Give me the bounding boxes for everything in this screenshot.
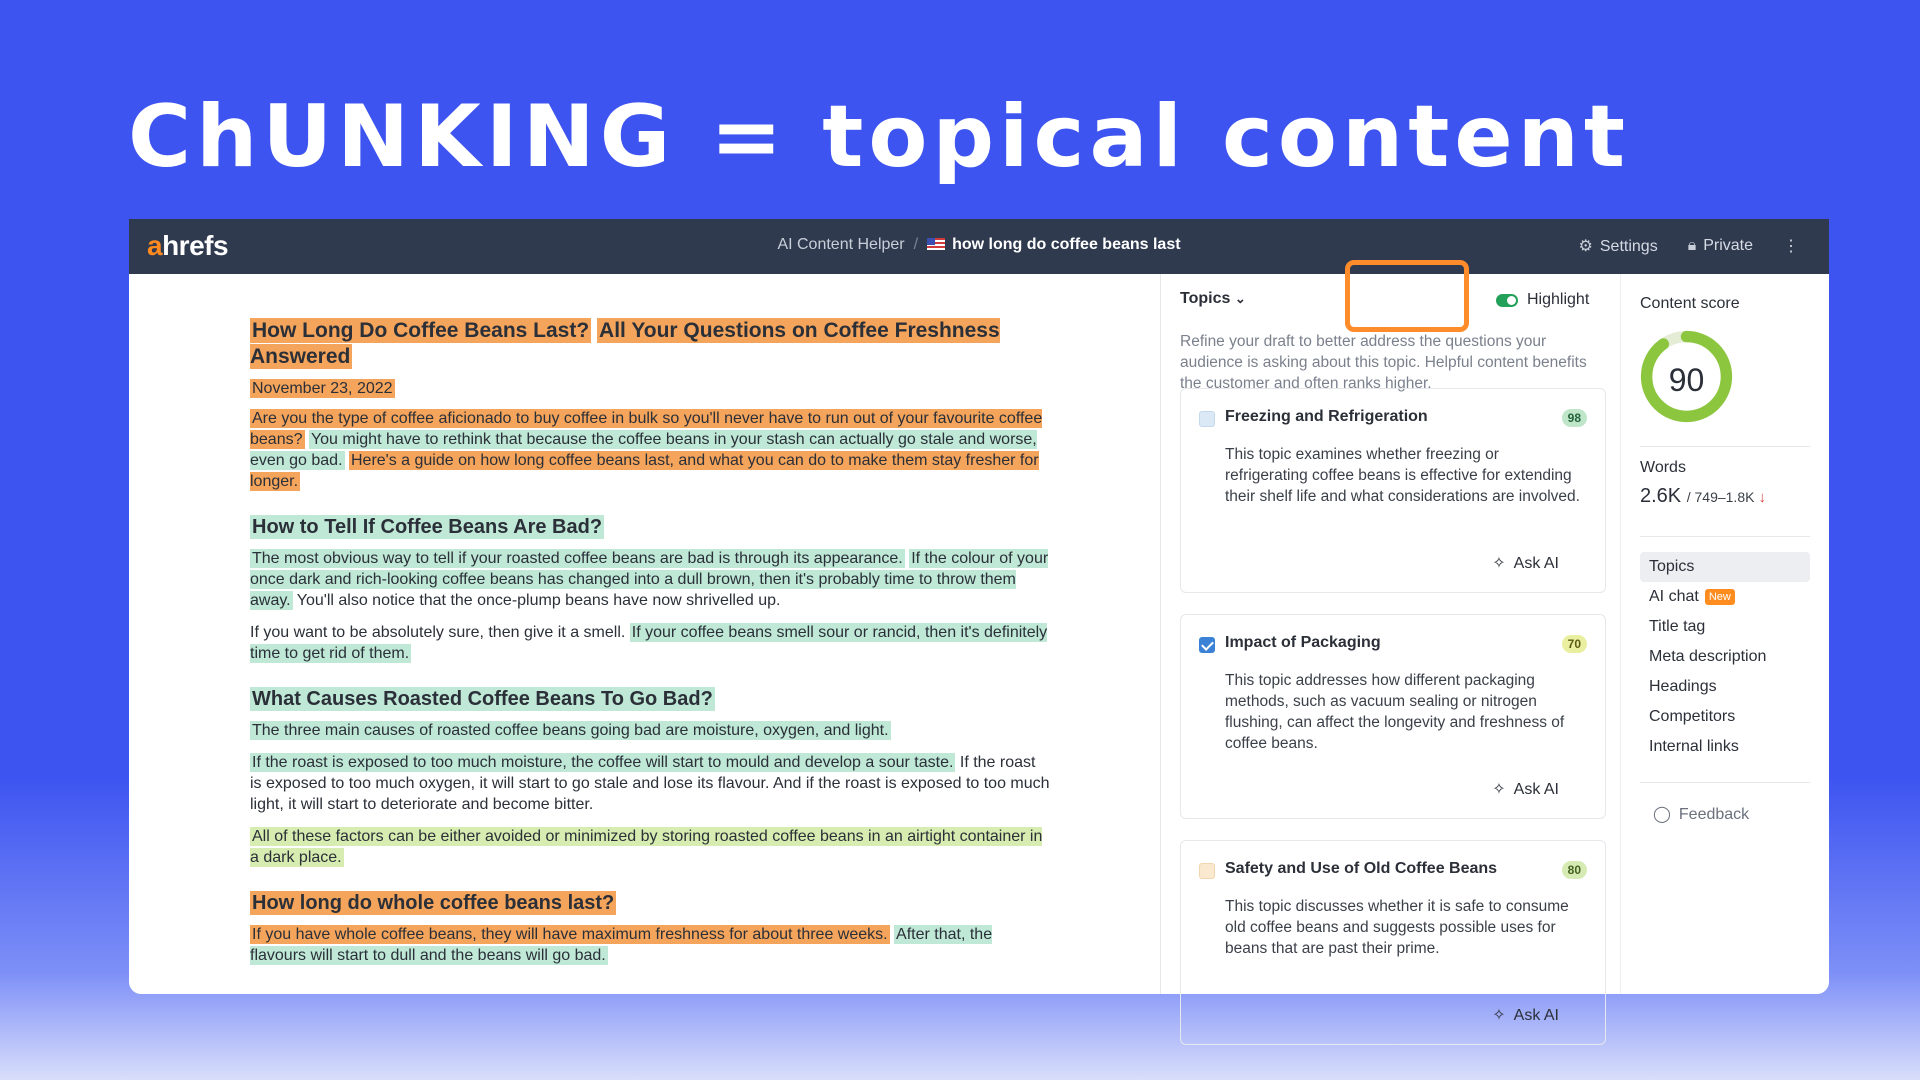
top-bar — [129, 219, 1829, 274]
highlight-chunk: Are you the type of coffee aficionado to buy coffee in bulk so you'll never have to run out of your favourite coffee beans? — [250, 410, 1043, 448]
topic-description: This topic discusses whether it is safe to consume old coffee beans and suggests possible uses for beans that are past their prime. — [1225, 898, 1569, 957]
highlight-chunk: If the colour of your once dark and rich-looking coffee beans has changed into a dull brown, then it's probably time to throw them away. — [250, 550, 1049, 609]
gear-icon: ⚙ — [1578, 238, 1593, 255]
highlight-chunk: If you have whole coffee beans, they will have maximum freshness for about three weeks. — [252, 926, 888, 943]
content-score-label: Content score — [1640, 295, 1740, 312]
slide-title: ChUNKING = topical content — [128, 87, 1631, 187]
breadcrumb — [129, 236, 1829, 254]
sidebar-nav — [1640, 552, 1810, 762]
highlight-chunk: The three main causes of roasted coffee beans going bad are moisture, oxygen, and light. — [252, 722, 889, 739]
topic-score-badge: 70 — [1562, 635, 1587, 653]
highlight-label: Highlight — [1527, 291, 1590, 308]
logo-rest: hrefs — [162, 230, 229, 261]
more-menu-icon[interactable]: ⋮ — [1783, 238, 1799, 255]
words-count — [1640, 485, 1766, 508]
sidebar-item-topics[interactable]: Topics — [1640, 552, 1810, 582]
paragraph[interactable] — [250, 720, 1050, 741]
sidebar-item-competitors[interactable]: Competitors — [1649, 708, 1736, 725]
topic-card[interactable] — [1180, 614, 1606, 819]
paragraph[interactable] — [250, 548, 1050, 611]
paragraph[interactable] — [250, 826, 1050, 868]
topic-score-badge: 80 — [1562, 861, 1587, 879]
topic-checkbox[interactable] — [1199, 863, 1215, 879]
sidebar-item-headings[interactable]: Headings — [1649, 678, 1717, 695]
topic-card[interactable] — [1180, 388, 1606, 593]
document-editor[interactable] — [129, 274, 1160, 994]
arrow-down-icon: ↓ — [1758, 489, 1766, 506]
topic-title: Safety and Use of Old Coffee Beans — [1225, 860, 1498, 877]
feedback-button[interactable] — [1653, 804, 1749, 824]
sidebar-item-meta-description[interactable]: Meta description — [1649, 648, 1767, 665]
highlight-chunk: How long do whole coffee beans last? — [252, 892, 615, 914]
sparkle-icon: ✧ — [1492, 781, 1506, 798]
sparkle-icon: ✧ — [1492, 555, 1506, 572]
highlight-chunk: November 23, 2022 — [252, 380, 393, 397]
topic-checkbox[interactable] — [1199, 411, 1215, 427]
app-window — [129, 219, 1829, 1024]
plain-text: If you want to be absolutely sure, then give it a smell. — [250, 624, 626, 641]
words-label: Words — [1640, 459, 1686, 476]
topics-panel — [1160, 274, 1620, 1024]
feedback-label: Feedback — [1678, 806, 1750, 823]
topics-header: Topics — [1180, 290, 1231, 307]
logo-letter-a: a — [147, 230, 163, 261]
settings-button[interactable] — [1579, 236, 1658, 256]
ask-ai-button[interactable] — [1492, 779, 1559, 799]
divider — [1640, 782, 1810, 783]
paragraph[interactable] — [250, 408, 1050, 492]
words-value: 2.6K — [1640, 485, 1682, 507]
article-date — [250, 378, 1050, 399]
top-bar-actions — [1579, 236, 1799, 256]
settings-label: Settings — [1599, 238, 1658, 255]
us-flag-icon — [927, 238, 945, 250]
sidebar-item-ai-chat[interactable] — [1640, 582, 1810, 612]
sidebar-item-internal-links[interactable]: Internal links — [1649, 738, 1739, 755]
highlight-chunk: All Your Questions on Coffee Freshness Answered — [250, 319, 1000, 368]
lock-icon: 🔒︎ — [1687, 237, 1697, 254]
ask-ai-label: Ask AI — [1513, 555, 1559, 572]
topic-checkbox[interactable] — [1199, 637, 1215, 653]
ask-ai-label: Ask AI — [1513, 1007, 1559, 1024]
highlight-chunk: What Causes Roasted Coffee Beans To Go Bad? — [252, 688, 713, 710]
divider — [1640, 536, 1810, 537]
topic-description: This topic addresses how different packaging methods, such as vacuum sealing or nitrogen flushing, can affect the longevity and freshness of coffee beans. — [1225, 672, 1565, 752]
highlight-chunk: You might have to rethink that because the coffee beans in your stash can actually go stale and worse, even go bad. — [250, 431, 1037, 469]
heading[interactable] — [250, 686, 1050, 712]
paragraph[interactable] — [250, 622, 1050, 664]
chat-bubble-icon: ◯ — [1653, 806, 1671, 823]
highlight-chunk: How Long Do Coffee Beans Last? — [252, 319, 590, 342]
breadcrumb-tool[interactable]: AI Content Helper — [777, 236, 905, 253]
toggle-switch-icon — [1496, 294, 1518, 307]
paragraph[interactable] — [250, 924, 1050, 966]
highlight-chunk: The most obvious way to tell if your roasted coffee beans are bad is through its appearance. — [252, 550, 903, 567]
paragraph[interactable] — [250, 752, 1050, 815]
ask-ai-button[interactable] — [1492, 553, 1559, 573]
article-title[interactable] — [250, 318, 1050, 370]
plain-text: You'll also notice that the once-plump beans have now shrivelled up. — [296, 592, 781, 609]
breadcrumb-separator: / — [913, 236, 919, 253]
topics-description: Refine your draft to better address the questions your audience is asking about this topic. Helpful content benefits the customer and often ranks higher. — [1180, 333, 1587, 392]
divider — [1640, 446, 1810, 447]
highlight-chunk: All of these factors can be either avoided or minimized by storing roasted coffee beans in an airtight container in a dark place. — [250, 828, 1043, 866]
sidebar-item-title-tag[interactable]: Title tag — [1649, 618, 1706, 635]
highlight-toggle[interactable] — [1496, 291, 1589, 309]
privacy-button[interactable] — [1688, 237, 1753, 255]
breadcrumb-query: how long do coffee beans last — [952, 236, 1181, 253]
heading[interactable] — [250, 514, 1050, 540]
topic-card[interactable] — [1180, 840, 1606, 1045]
ask-ai-label: Ask AI — [1513, 781, 1559, 798]
highlight-callout-box — [1345, 260, 1469, 332]
ask-ai-button[interactable] — [1492, 1005, 1559, 1025]
topic-score-badge: 98 — [1562, 409, 1587, 427]
content-score-value: 90 — [1668, 362, 1705, 398]
new-badge: New — [1705, 589, 1735, 605]
sparkle-icon: ✧ — [1492, 1007, 1506, 1024]
highlight-chunk: How to Tell If Coffee Beans Are Bad? — [252, 516, 603, 538]
chevron-down-icon: ⌄ — [1234, 291, 1246, 306]
score-sidebar — [1620, 274, 1829, 994]
topic-description: This topic examines whether freezing or refrigerating coffee beans is effective for extending their shelf life and what considerations are involved. — [1225, 446, 1580, 505]
topic-title: Freezing and Refrigeration — [1225, 408, 1428, 425]
privacy-label: Private — [1703, 237, 1753, 254]
heading[interactable] — [250, 890, 1050, 916]
highlight-chunk: After that, the flavours will start to dull and the beans will go bad. — [250, 926, 993, 964]
sidebar-item-label: AI chat — [1649, 588, 1699, 605]
topics-dropdown[interactable] — [1180, 290, 1246, 308]
highlight-chunk: Here's a guide on how long coffee beans last, and what you can do to make them stay fresher for longer. — [250, 452, 1039, 490]
highlight-chunk: If your coffee beans smell sour or rancid, then it's definitely time to get rid of them. — [250, 624, 1048, 662]
plain-text: If the roast is exposed to too much oxygen, it will start to go stale and lose its flavour. And if the roast is exposed to too much light, it will start to deteriorate and become bitter. — [250, 754, 1050, 813]
topic-title: Impact of Packaging — [1225, 634, 1381, 651]
words-range: / 749–1.8K — [1686, 489, 1755, 505]
highlight-chunk: If the roast is exposed to too much moisture, the coffee will start to mould and develop a sour taste. — [252, 754, 954, 771]
